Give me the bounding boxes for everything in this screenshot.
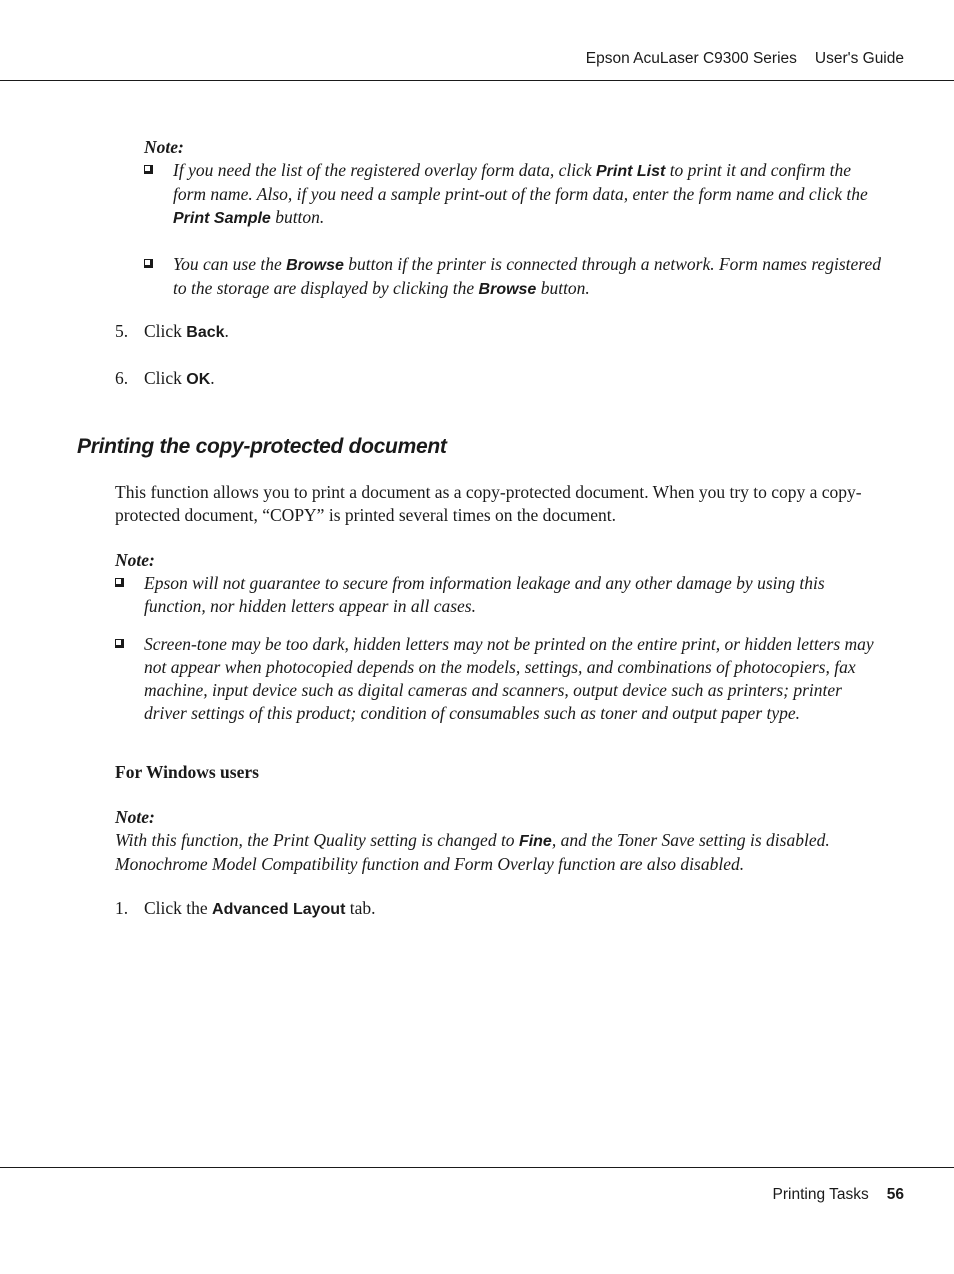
- note-item: Epson will not guarantee to secure from information leakage and any other damage by using this function, nor hidden letters appear in all cases.: [115, 572, 885, 618]
- step-item: 5. Click Back.: [115, 321, 229, 341]
- section-title: Printing the copy-protected document: [77, 435, 447, 458]
- checkbox-bullet-icon: [144, 259, 153, 268]
- steps-list: [115, 320, 885, 391]
- step-item: 1. Click the Advanced Layout tab.: [115, 898, 376, 918]
- note-text: With this function, the Print Quality setting is changed to Fine, and the Toner Save setting is disabled. Monochrome Model Compatibility function and Form Overlay function are also disabled.: [115, 830, 830, 874]
- guide-title: User's Guide: [814, 50, 904, 67]
- print-sample-ref: Print Sample: [173, 210, 271, 227]
- note-windows: [115, 806, 885, 876]
- note-label: Note:: [144, 137, 184, 157]
- note-item: Screen-tone may be too dark, hidden letters may not be printed on the entire print, or hidden letters may not appear when photocopied depends on the models, settings, and combinations of photocopiers, fax machine, input device such as digital cameras and scanners, output device such as printers; printer driver settings of this product; condition of consumables such as toner and output paper type.: [115, 633, 885, 725]
- browse-ref: Browse: [286, 257, 344, 274]
- note-copy-protect: [115, 549, 885, 725]
- back-ref: Back: [186, 324, 225, 341]
- page-footer: [773, 1186, 904, 1204]
- advanced-layout-ref: Advanced Layout: [212, 901, 346, 918]
- note-label: Note:: [115, 550, 155, 570]
- steps-list: [115, 897, 885, 921]
- fine-ref: Fine: [518, 833, 552, 850]
- footer-section: Printing Tasks: [772, 1186, 869, 1203]
- footer-rule: [0, 1167, 954, 1168]
- note-item: If you need the list of the registered overlay form data, click Print List to print it and confirm the form name. Also, if you need a sample print-out of the form data, enter the form name and click the Print Sample button.: [144, 159, 884, 230]
- subheading-windows: For Windows users: [115, 762, 259, 782]
- step-item: 6. Click OK.: [115, 368, 215, 388]
- section-heading: [77, 435, 447, 458]
- note-label: Note:: [115, 807, 155, 827]
- checkbox-bullet-icon: [115, 578, 124, 587]
- checkbox-bullet-icon: [144, 165, 153, 174]
- checkbox-bullet-icon: [115, 639, 124, 648]
- note-overlay-forms: [144, 136, 884, 301]
- page-number: 56: [886, 1186, 904, 1203]
- section-intro: This function allows you to print a document as a copy-protected document. When you try to copy a copy-protected document, “COPY” is printed several times on the document.: [115, 482, 862, 525]
- header-rule: [0, 80, 954, 81]
- print-list-ref: Print List: [595, 163, 666, 180]
- browse-ref: Browse: [478, 281, 537, 298]
- ok-ref: OK: [186, 371, 211, 388]
- product-name: Epson AcuLaser C9300 Series: [585, 50, 797, 67]
- page-header: [586, 50, 904, 68]
- note-item: You can use the Browse button if the printer is connected through a network. Form names registered to the storage are displayed by clicking the Browse button.: [144, 253, 884, 301]
